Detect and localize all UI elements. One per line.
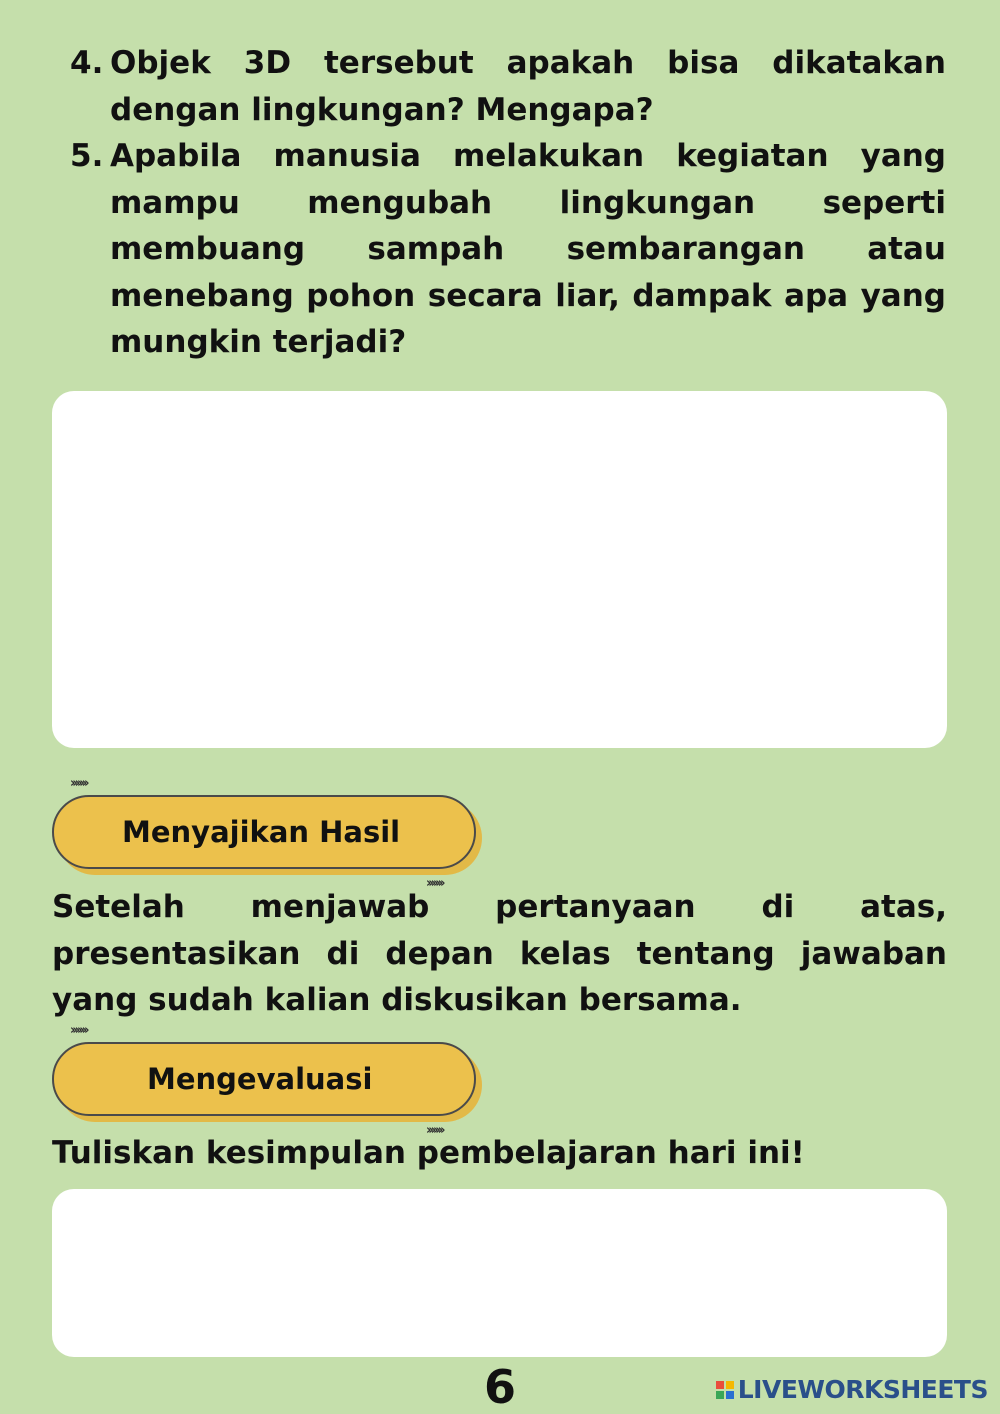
brand-logo[interactable]: [716, 1375, 988, 1404]
question-number: 4.: [70, 45, 104, 81]
question-list: [70, 40, 946, 366]
arrow-decoration-icon: ›››››››: [426, 1123, 443, 1138]
question-number: 5.: [70, 138, 104, 174]
evaluation-instruction: Tuliskan kesimpulan pembelajaran hari ini!: [52, 1135, 805, 1171]
question-5: [70, 133, 946, 366]
answer-box-conclusion[interactable]: [52, 1189, 947, 1357]
page-number: 6: [483, 1360, 516, 1414]
answer-box-questions[interactable]: [52, 391, 947, 748]
section-header-evaluation: [52, 1042, 476, 1116]
arrow-decoration-icon: ›››››››: [70, 1023, 87, 1038]
section-header-presentation: [52, 795, 476, 869]
liveworksheets-logo-icon: [716, 1381, 734, 1399]
question-text: Apabila manusia melakukan kegiatan yang mampu mengubah lingkungan seperti membuang sampah sembarangan atau menebang pohon secara liar, dampak apa yang mungkin terjadi?: [110, 138, 946, 360]
brand-name: LIVEWORKSHEETS: [737, 1375, 988, 1404]
presentation-instruction: Setelah menjawab pertanyaan di atas, presentasikan di depan kelas tentang jawaban yang sudah kalian diskusikan bersama.: [52, 889, 947, 1018]
section-title: Mengevaluasi: [147, 1062, 373, 1096]
arrow-decoration-icon: ›››››››: [70, 776, 87, 791]
section-title: Menyajikan Hasil: [122, 815, 401, 849]
question-text: Objek 3D tersebut apakah bisa dikatakan dengan lingkungan? Mengapa?: [110, 45, 946, 128]
arrow-decoration-icon: ›››››››: [426, 876, 443, 891]
question-4: [70, 40, 946, 133]
